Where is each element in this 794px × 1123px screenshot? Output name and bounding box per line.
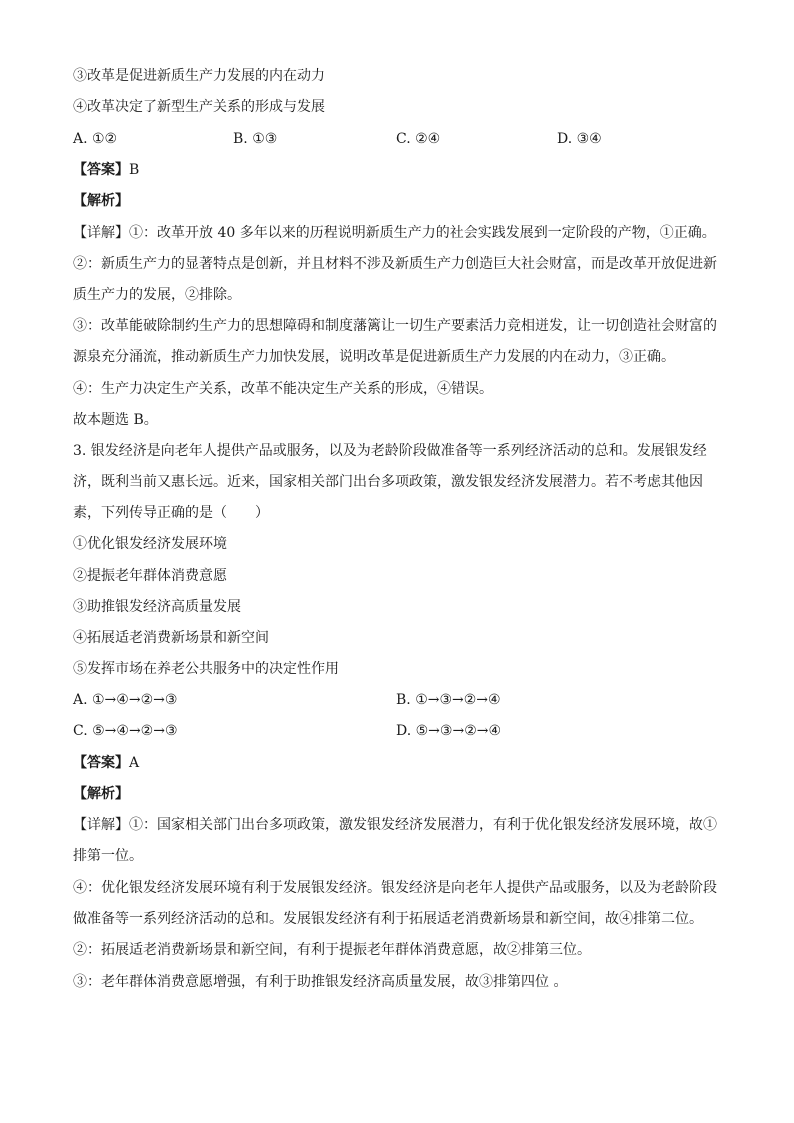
q2-option-c: C. ②④ (396, 131, 441, 147)
q3-detail-2a: ④：优化银发经济发展环境有利于发展银发经济。银发经济是向老年人提供产品或服务，以及为老龄阶段 (73, 880, 717, 896)
answer-label: 【答案】 (73, 755, 129, 771)
q2-conclusion: 故本题选 B。 (73, 412, 158, 428)
q3-stem-2: 济，既利当前又惠长远。近来，国家相关部门出台多项政策，激发银发经济发展潜力。若不考虑其他因 (73, 474, 703, 490)
q2-detail-2b: 质生产力的发展，②排除。 (73, 287, 241, 303)
q2-detail-3a: ③：改革能破除制约生产力的思想障碍和制度藩篱让一切生产要素活力竞相迸发，让一切创造社会财富的 (73, 318, 717, 334)
q2-detail-2a: ②：新质生产力的显著特点是创新，并且材料不涉及新质生产力创造巨大社会财富，而是改革开放促进新 (73, 256, 717, 272)
q2-option-b: B. ①③ (233, 131, 278, 147)
q3-stem-3: 素，下列传导正确的是（ ） (73, 505, 269, 521)
q2-answer (73, 160, 139, 180)
detail-text: ①：国家相关部门出台多项政策，激发银发经济发展潜力，有利于优化银发经济发展环境，故① (129, 817, 717, 833)
answer-value: B (129, 162, 140, 178)
q2-option-a: A. ①② (73, 131, 118, 147)
q3-answer (73, 753, 139, 773)
q3-option-d: D. ⑤→③→②→④ (396, 723, 502, 739)
q3-stem-1: 3. 银发经济是向老年人提供产品或服务，以及为老龄阶段做准备等一系列经济活动的总和。发展银发经 (73, 443, 707, 459)
q2-detail-4: ④：生产力决定生产关系，改革不能决定生产关系的形成，④错误。 (73, 381, 493, 397)
q2-option-d: D. ③④ (557, 131, 602, 147)
q3-detail-3: ②：拓展适老消费新场景和新空间，有利于提振老年群体消费意愿，故②排第三位。 (73, 942, 591, 958)
detail-label: 【详解】 (73, 817, 129, 833)
q3-detail-2b: 做准备等一系列经济活动的总和。发展银发经济有利于拓展适老消费新场景和新空间，故④排第二位。 (73, 911, 703, 927)
q3-option-a: A. ①→④→②→③ (73, 692, 178, 708)
answer-label: 【答案】 (73, 162, 129, 178)
q3-item-2: ②提振老年群体消费意愿 (73, 568, 227, 584)
q2-analysis-label: 【解析】 (73, 193, 129, 209)
q2-detail-3b: 源泉充分涌流，推动新质生产力加快发展，说明改革是促进新质生产力发展的内在动力，③正确。 (73, 349, 675, 365)
q3-analysis-label: 【解析】 (73, 786, 129, 802)
q3-item-5: ⑤发挥市场在养老公共服务中的决定性作用 (73, 661, 339, 677)
q3-option-b: B. ①→③→②→④ (396, 692, 501, 708)
q3-item-4: ④拓展适老消费新场景和新空间 (73, 630, 269, 646)
q2-statement-3: ③改革是促进新质生产力发展的内在动力 (73, 68, 325, 84)
q2-statement-4: ④改革决定了新型生产关系的形成与发展 (73, 99, 325, 115)
q3-item-1: ①优化银发经济发展环境 (73, 536, 227, 552)
answer-value: A (129, 755, 140, 771)
q3-detail-4: ③：老年群体消费意愿增强，有利于助推银发经济高质量发展，故③排第四位 。 (73, 974, 568, 990)
q3-detail-1a (73, 815, 717, 835)
q3-item-3: ③助推银发经济高质量发展 (73, 599, 241, 615)
detail-text: ①：改革开放 40 多年以来的历程说明新质生产力的社会实践发展到一定阶段的产物，①正确。 (129, 225, 716, 241)
q3-option-c: C. ⑤→④→②→③ (73, 723, 178, 739)
detail-label: 【详解】 (73, 225, 129, 241)
q3-detail-1b: 排第一位。 (73, 848, 143, 864)
q2-detail-1 (73, 223, 716, 243)
